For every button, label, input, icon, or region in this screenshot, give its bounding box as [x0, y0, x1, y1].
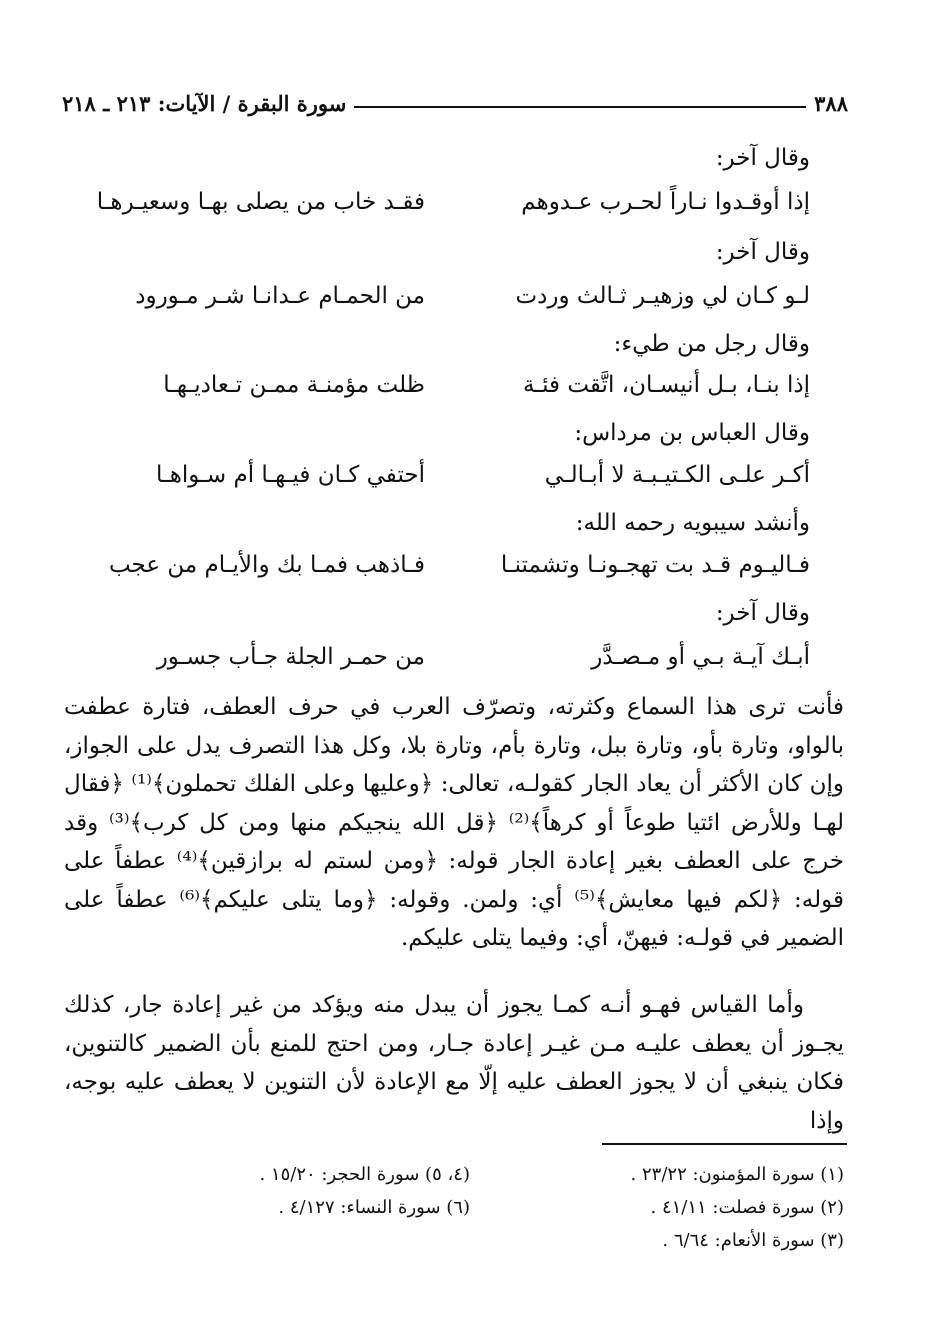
verse-first-hemistich: أكـر علـى الكـتيـبـة لا أبـالـي	[544, 462, 810, 488]
verse-intro: وأنشد سيبويه رحمه الله:	[575, 510, 810, 536]
footnote: (٣) سورة الأنعام: ٦/٦٤ .	[662, 1230, 844, 1251]
verse-intro: وقال رجل من طيء:	[613, 331, 810, 357]
verse-first-hemistich: أبـك آيـة بـي أو مـصـدَّر	[591, 644, 810, 670]
footnote: (١) سورة المؤمنون: ٢٣/٢٢ .	[630, 1164, 844, 1185]
prose-paragraph: وأما القياس فهـو أنـه كمـا يجوز أن يبدل منه ويؤكد من غير إعادة جار، كذلك يجـوز أن يعطف عليـه مـن غيـر إعادة جـار، ومن احتج للمنع بأن الضمير كالتنوين، فكان ينبغي أن لا يجوز العطف عليه إلّا مع الإعادة لأن التنوين لا يعطف عليه بوجه، وإذا	[64, 992, 844, 1134]
verse-second-hemistich: ظلت مؤمنـة ممـن تـعاديـهـا	[163, 372, 425, 398]
verse-first-hemistich: إذا أوقـدوا نـاراً لحـرب عـدوهم	[521, 189, 810, 215]
running-title: سورة البقرة / الآيات: ٢١٣ ـ ٢١٨	[62, 91, 347, 116]
verse-first-hemistich: فـاليـوم قـد بت تهجـونـا وتشمتنـا	[500, 552, 810, 578]
verse-second-hemistich: فـاذهب فمـا بك والأيـام من عجب	[108, 552, 425, 578]
page-number: ٣٨٨	[814, 91, 848, 116]
verse-second-hemistich: من الحمـام عـدانـا شـر مـورود	[135, 283, 425, 309]
verse-intro: وقال آخر:	[715, 600, 810, 626]
verse-intro: وقال العباس بن مرداس:	[574, 420, 810, 446]
verse-first-hemistich: لـو كـان لي وزهيـر ثـالث وردت	[515, 283, 810, 309]
verse-second-hemistich: فقـد خاب من يصلى بهـا وسعيـرهـا	[96, 189, 425, 215]
page-header	[62, 86, 848, 116]
verse-intro: وقال آخر:	[715, 239, 810, 265]
verse-intro: وقال آخر:	[715, 145, 810, 171]
footnote-rule	[602, 1143, 847, 1145]
verse-second-hemistich: من حمـر الجلة جـأب جسـور	[156, 644, 425, 670]
prose-paragraph: فأنت ترى هذا السماع وكثرته، وتصرّف العرب في حرف العطف، فتارة عطفت بالواو، وتارة بأو، وتارة ببل، وتارة بأم، وتارة بلا، وكل هذا التصرف يدل على الجواز، وإن كان الأكثر أن يعاد الجار كقولـه، تعالى: ﴿وعليها وعلى الفلك تحملون﴾⁽¹⁾ ﴿فقال لهـا وللأرض ائتيا طوعاً أو كرهاً﴾⁽²⁾ ﴿قل الله ينجيكم منها ومن كل كرب﴾⁽³⁾ وقد خرج على العطف بغير إعادة الجار قوله: ﴿ومن لستم له برازقين﴾⁽⁴⁾ عطفاً على قوله: ﴿لكم فيها معايش﴾⁽⁵⁾ أي: ولمن. وقوله: ﴿وما يتلى عليكم﴾⁽⁶⁾ عطفاً على الضمير في قولـه: فيهنّ، أي: وفيما يتلى عليكم.	[64, 694, 845, 951]
verse-first-hemistich: إذا بنـا، بـل أنيسـان، اتَّقت فئـة	[523, 372, 810, 398]
footnote: (٢) سورة فصلت: ٤١/١١ .	[650, 1197, 844, 1218]
footnote: (٤، ٥) سورة الحجر: ١٥/٢٠ .	[259, 1164, 470, 1185]
header-rule	[354, 106, 806, 108]
footnote: (٦) سورة النساء: ٤/١٢٧ .	[278, 1197, 470, 1218]
verse-second-hemistich: أحتفي كـان فيـهـا أم سـواهـا	[156, 462, 425, 488]
